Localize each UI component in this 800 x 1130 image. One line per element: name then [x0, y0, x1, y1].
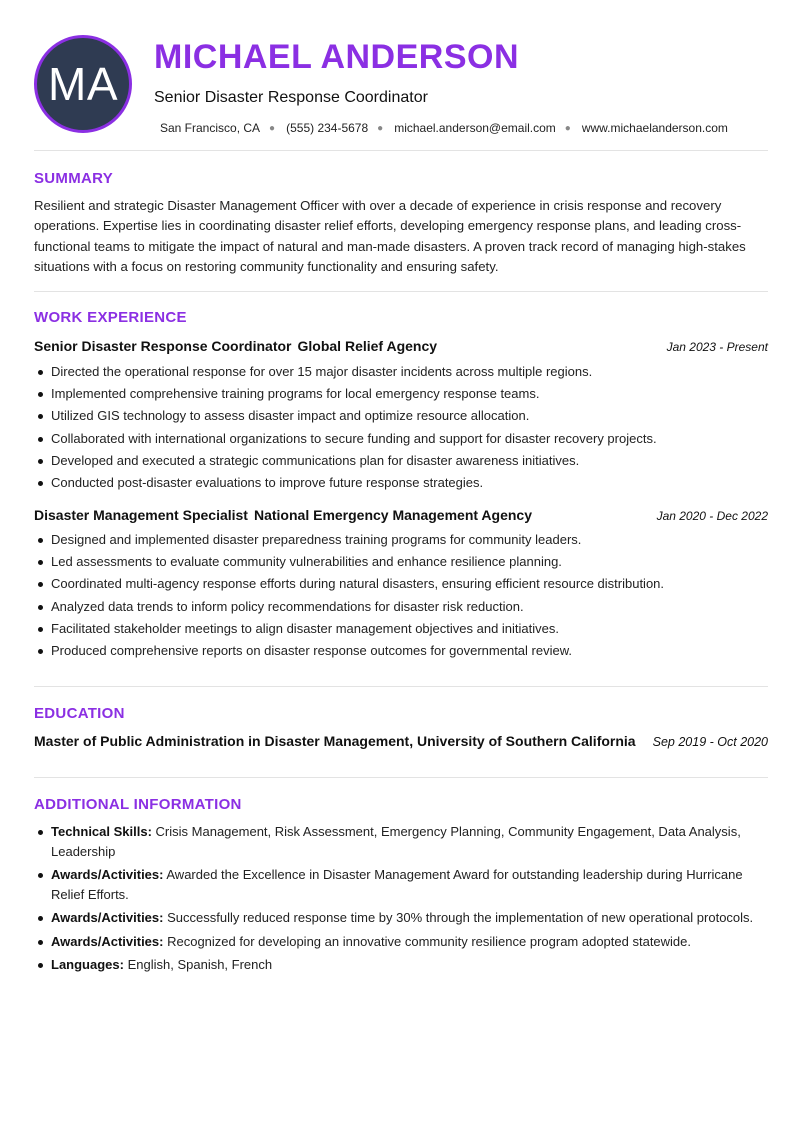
education-entry	[34, 733, 768, 753]
list-item: Developed and executed a strategic communications plan for disaster awareness initiatives.	[34, 450, 768, 472]
list-item: Facilitated stakeholder meetings to align disaster management objectives and initiatives.	[34, 618, 768, 640]
list-item: Produced comprehensive reports on disaster response outcomes for governmental review.	[34, 640, 768, 662]
additional-information-heading: ADDITIONAL INFORMATION	[34, 796, 242, 813]
list-item: Directed the operational response for over 15 major disaster incidents across multiple regions.	[34, 361, 768, 383]
summary-text: Resilient and strategic Disaster Management Officer with over a decade of experience in crisis response and recovery operations. Expertise lies in coordinating disaster relief efforts, developing emergency response plans, and leading cross-functional teams to mitigate the impact of natural and man-made disasters. A proven track record of managing high-stakes situations with a focus on restoring community functionality and ensuring safety.	[34, 198, 746, 275]
info-label: Languages:	[51, 957, 124, 972]
job-header	[34, 338, 768, 358]
info-label: Awards/Activities:	[51, 867, 164, 882]
list-item: Utilized GIS technology to assess disaster impact and optimize resource allocation.	[34, 405, 768, 427]
job-title-line	[34, 338, 437, 354]
bullet-separator-icon: ●	[564, 122, 571, 134]
bullet-separator-icon: ●	[377, 122, 384, 134]
contact-phone[interactable]: (555) 234-5678	[286, 121, 369, 135]
job-bullets	[34, 529, 768, 662]
info-text: English, Spanish, French	[127, 957, 273, 972]
job-dates: Jan 2020 - Dec 2022	[656, 509, 768, 523]
list-item: Led assessments to evaluate community vulnerabilities and enhance resilience planning.	[34, 551, 768, 573]
candidate-role: Senior Disaster Response Coordinator	[154, 89, 428, 106]
avatar	[34, 35, 132, 133]
contact-email[interactable]: michael.anderson@email.com	[394, 121, 556, 135]
job-company: National Emergency Management Agency	[253, 507, 532, 523]
education-dates: Sep 2019 - Oct 2020	[652, 735, 768, 749]
list-item	[34, 932, 768, 952]
info-label: Technical Skills:	[51, 824, 152, 839]
list-item: Coordinated multi-agency response efforts during natural disasters, ensuring efficient resource distribution.	[34, 573, 768, 595]
info-label: Awards/Activities:	[51, 933, 164, 949]
job-title: Senior Disaster Response Coordinator	[34, 338, 292, 354]
divider	[34, 150, 768, 151]
info-text: Successfully reduced response time by 30% through the implementation of new operational protocols.	[167, 910, 754, 925]
list-item	[34, 955, 768, 975]
job-title-line	[34, 507, 532, 523]
resume-header	[34, 0, 768, 150]
info-label: Awards/Activities:	[51, 910, 164, 925]
job-header	[34, 507, 768, 527]
list-item	[34, 822, 768, 861]
job-company: Global Relief Agency	[297, 338, 438, 354]
divider	[34, 686, 768, 687]
avatar-initials: MA	[48, 58, 118, 110]
additional-info-list	[34, 822, 768, 979]
list-item	[34, 908, 768, 928]
degree: Master of Public Administration in Disaster Management, University of Southern California	[34, 733, 636, 749]
contact-bar	[160, 121, 728, 135]
list-item: Implemented comprehensive training programs for local emergency response teams.	[34, 383, 768, 405]
list-item: Designed and implemented disaster preparedness training programs for community leaders.	[34, 529, 768, 551]
divider	[34, 777, 768, 778]
list-item: Conducted post-disaster evaluations to improve future response strategies.	[34, 472, 768, 494]
contact-location: San Francisco, CA	[160, 121, 261, 135]
info-text: Recognized for developing an innovative community resilience program adopted statewide.	[167, 933, 692, 949]
list-item: Collaborated with international organizations to secure funding and support for disaster recovery projects.	[34, 428, 768, 450]
job-title: Disaster Management Specialist	[34, 507, 248, 523]
work-experience-heading: WORK EXPERIENCE	[34, 309, 187, 326]
list-item	[34, 865, 768, 904]
info-text: Awarded the Excellence in Disaster Management Award for outstanding leadership during Hurricane Relief Efforts.	[51, 867, 743, 902]
divider	[34, 291, 768, 292]
job-dates: Jan 2023 - Present	[666, 340, 768, 354]
info-text: Crisis Management, Risk Assessment, Emergency Planning, Community Engagement, Data Analysis, Leadership	[51, 824, 741, 859]
candidate-name: MICHAEL ANDERSON	[154, 38, 520, 76]
list-item: Analyzed data trends to inform policy recommendations for disaster risk reduction.	[34, 596, 768, 618]
contact-website[interactable]: www.michaelanderson.com	[581, 121, 728, 135]
education-heading: EDUCATION	[34, 705, 125, 722]
resume-page	[34, 0, 768, 972]
summary-heading: SUMMARY	[34, 170, 114, 187]
job-bullets	[34, 361, 768, 494]
bullet-separator-icon: ●	[269, 122, 276, 134]
